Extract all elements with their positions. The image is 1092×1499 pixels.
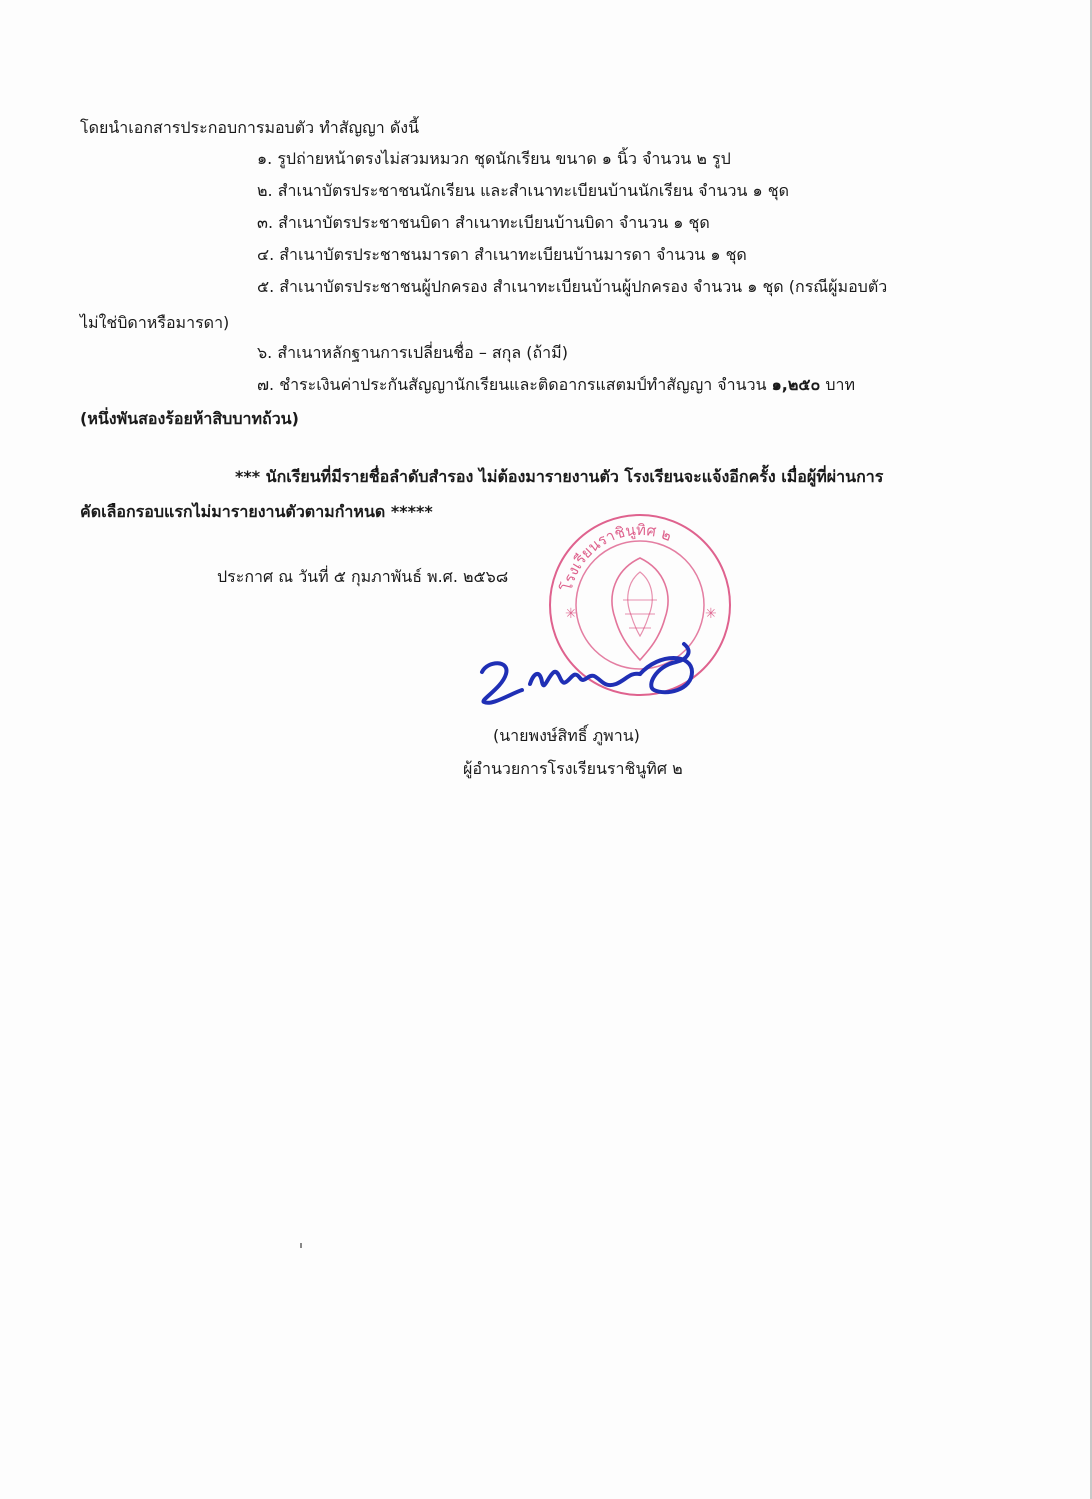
fee-amount: ๑,๒๕๐ — [771, 375, 821, 394]
signer-title: ผู้อำนวยการโรงเรียนราชินูทิศ ๒ — [463, 759, 683, 778]
svg-text:✳: ✳ — [705, 606, 717, 622]
intro-text: โดยนำเอกสารประกอบการมอบตัว ทำสัญญา ดังนี้ — [80, 118, 419, 137]
notice-line-1: *** นักเรียนที่มีรายชื่อลำดับสำรอง ไม่ต้องมารายงานตัว โรงเรียนจะแจ้งอีกครั้ง เมื่อผู้ที่ผ่านการ — [235, 467, 884, 486]
list-item-6: ๖. สำเนาหลักฐานการเปลี่ยนชื่อ – สกุล (ถ้ามี) — [257, 343, 568, 362]
list-item-5: ๕. สำเนาบัตรประชาชนผู้ปกครอง สำเนาทะเบียนบ้านผู้ปกครอง จำนวน ๑ ชุด (กรณีผู้มอบตัว — [257, 277, 888, 296]
director-signature — [470, 632, 720, 712]
notice-line-2: คัดเลือกรอบแรกไม่มารายงานตัวตามกำหนด ***** — [80, 502, 433, 521]
list-item-5-continuation: ไม่ใช่บิดาหรือมารดา) — [80, 313, 230, 332]
list-item-7 — [257, 374, 855, 396]
fee-unit: บาท — [820, 375, 856, 394]
svg-text:✳: ✳ — [565, 606, 577, 622]
amount-in-words: (หนึ่งพันสองร้อยห้าสิบบาทถ้วน) — [80, 409, 299, 428]
list-item-7-text: ๗. ชำระเงินค่าประกันสัญญานักเรียนและติดอากรแสตมป์ทำสัญญา จำนวน — [257, 375, 772, 394]
seal-text: โรงเรียนราชินูทิศ ๒ — [557, 520, 675, 593]
list-item-4: ๔. สำเนาบัตรประชาชนมารดา สำเนาทะเบียนบ้านมารดา จำนวน ๑ ชุด — [257, 245, 747, 264]
scan-speck — [300, 1243, 302, 1248]
list-item-3: ๓. สำเนาบัตรประชาชนบิดา สำเนาทะเบียนบ้านบิดา จำนวน ๑ ชุด — [257, 213, 710, 232]
list-item-1: ๑. รูปถ่ายหน้าตรงไม่สวมหมวก ชุดนักเรียน ขนาด ๑ นิ้ว จำนวน ๒ รูป — [257, 149, 731, 168]
list-item-2: ๒. สำเนาบัตรประชาชนนักเรียน และสำเนาทะเบียนบ้านนักเรียน จำนวน ๑ ชุด — [257, 181, 789, 200]
signer-name: (นายพงษ์สิทธิ์ ภูพาน) — [493, 726, 640, 745]
announcement-date: ประกาศ ณ วันที่ ๕ กุมภาพันธ์ พ.ศ. ๒๕๖๘ — [217, 567, 509, 586]
